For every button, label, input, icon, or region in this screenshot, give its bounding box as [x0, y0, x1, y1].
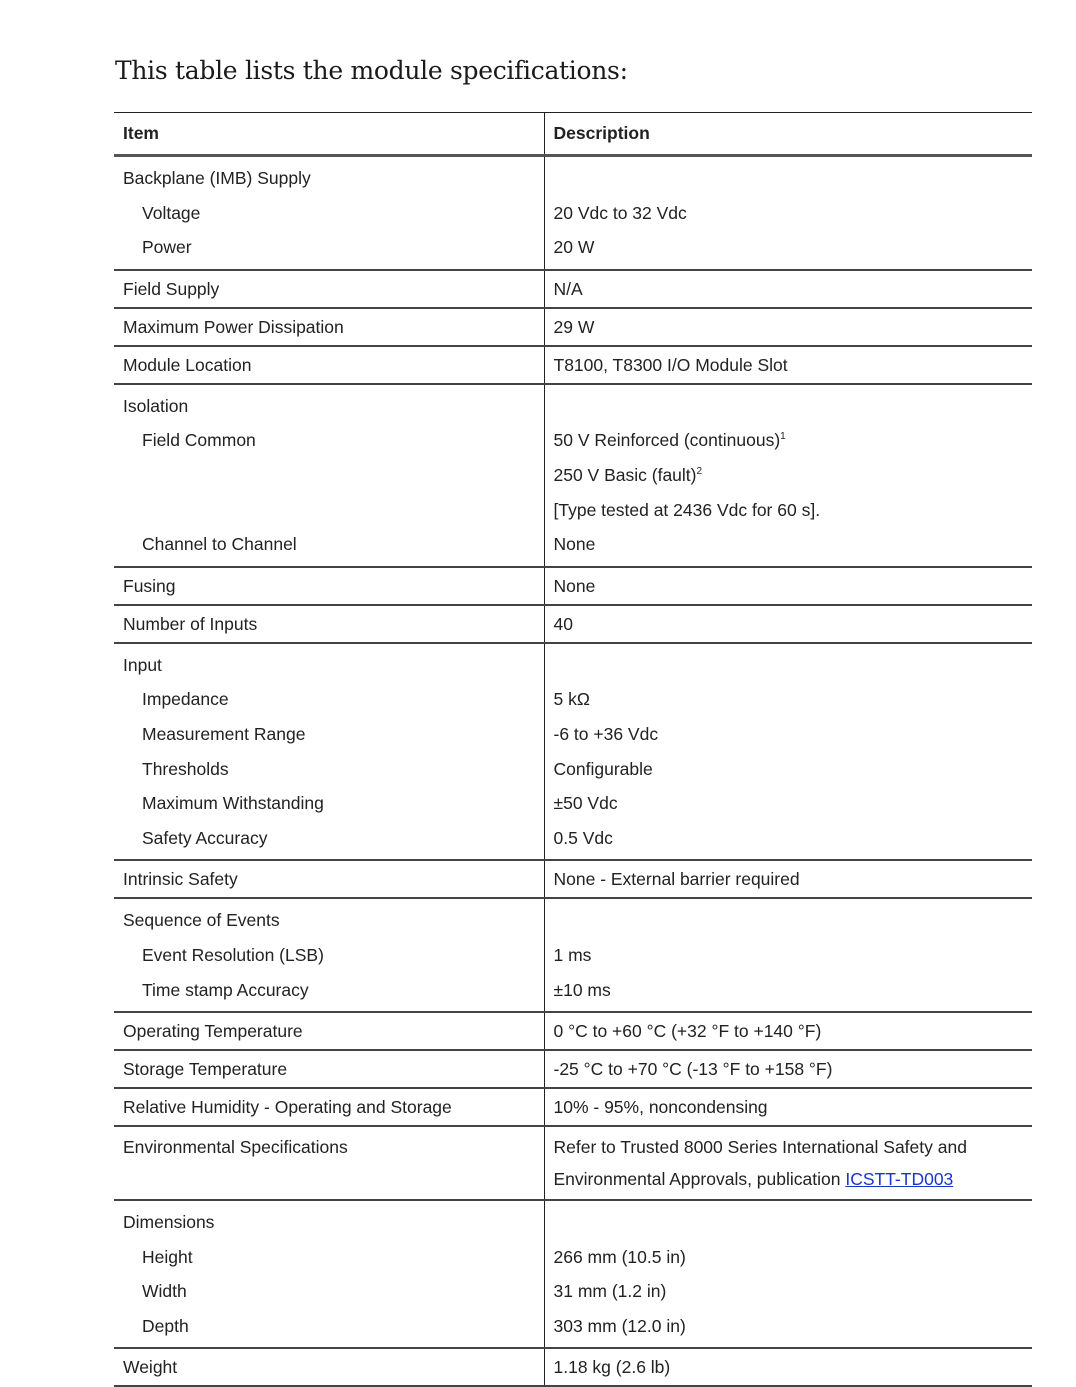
description-line	[554, 903, 1024, 938]
description-text: T8100, T8300 I/O Module Slot	[553, 354, 788, 375]
table-row	[114, 346, 1032, 384]
item-cell	[114, 1088, 544, 1126]
specifications-table	[114, 112, 1032, 1387]
description-line	[554, 313, 1024, 341]
footnote-marker: 1	[780, 431, 786, 443]
description-line	[554, 973, 1024, 1008]
table-row	[114, 643, 1032, 861]
table-row	[114, 1050, 1032, 1088]
description-text: 31 mm (1.2 in)	[553, 1281, 667, 1302]
description-cell	[544, 1012, 1032, 1050]
item-cell	[114, 384, 544, 567]
table-row	[114, 1348, 1032, 1386]
description-line	[554, 389, 1024, 424]
footnote-marker: 2	[696, 466, 703, 478]
description-line	[554, 1055, 1024, 1083]
item-subline: Maximum Withstanding	[142, 793, 324, 814]
description-line	[554, 682, 1024, 717]
description-text: -25 °C to +70 °C (-13 °F to +158 °F)	[553, 1059, 833, 1080]
description-text: N/A	[553, 278, 583, 299]
description-cell	[544, 308, 1032, 346]
description-line	[554, 1163, 1024, 1195]
description-line	[554, 1131, 1024, 1163]
description-cell	[544, 567, 1032, 605]
description-cell	[544, 1088, 1032, 1126]
description-cell	[544, 605, 1032, 643]
description-text: 10% - 95%, noncondensing	[553, 1097, 768, 1118]
description-line	[554, 610, 1024, 638]
item-cell	[114, 308, 544, 346]
item-label: Intrinsic Safety	[123, 869, 238, 890]
description-line	[554, 572, 1024, 600]
item-subline: Height	[142, 1246, 193, 1267]
description-line	[554, 527, 1024, 562]
description-cell	[544, 1126, 1032, 1200]
item-label: Fusing	[123, 575, 176, 596]
description-line	[554, 423, 1024, 458]
table-header-row	[114, 113, 1032, 156]
table-row	[114, 156, 1032, 270]
item-cell	[114, 567, 544, 605]
table-row	[114, 567, 1032, 605]
description-text: -6 to +36 Vdc	[553, 723, 659, 744]
description-line	[554, 351, 1024, 379]
description-text: Refer to Trusted 8000 Series International Safety and	[553, 1137, 967, 1158]
item-label: Number of Inputs	[123, 613, 258, 634]
item-label: Sequence of Events	[123, 910, 280, 931]
item-cell	[114, 156, 544, 270]
description-text: 1.18 kg (2.6 lb)	[553, 1357, 671, 1378]
item-label: Operating Temperature	[123, 1021, 303, 1042]
description-line	[554, 493, 1024, 528]
item-label: Relative Humidity - Operating and Storage	[123, 1097, 452, 1118]
description-line	[554, 865, 1024, 893]
description-text: 40	[553, 613, 573, 634]
description-line	[554, 161, 1024, 196]
item-label: Module Location	[123, 354, 252, 375]
table-body	[114, 156, 1032, 1387]
item-cell	[114, 1012, 544, 1050]
description-line	[554, 1017, 1024, 1045]
description-line	[554, 938, 1024, 973]
description-cell	[544, 156, 1032, 270]
description-text: 266 mm (10.5 in)	[553, 1246, 686, 1267]
item-subline: Safety Accuracy	[142, 827, 268, 848]
description-line	[554, 275, 1024, 303]
description-text: None	[553, 575, 596, 596]
description-line	[554, 1309, 1024, 1344]
item-cell	[114, 346, 544, 384]
description-line	[554, 752, 1024, 787]
description-text: 50 V Reinforced (continuous)	[553, 430, 781, 451]
item-spacer	[123, 1163, 535, 1195]
table-row	[114, 308, 1032, 346]
table-row	[114, 605, 1032, 643]
item-label	[123, 493, 535, 528]
description-cell	[544, 643, 1032, 861]
table-row	[114, 270, 1032, 308]
description-line	[554, 1205, 1024, 1240]
description-line	[554, 821, 1024, 856]
description-text: 250 V Basic (fault)	[553, 464, 697, 485]
item-cell	[114, 898, 544, 1012]
item-label: Field Supply	[123, 278, 220, 299]
table-row	[114, 1088, 1032, 1126]
description-text: 1 ms	[553, 944, 592, 965]
item-subline: Voltage	[142, 202, 201, 223]
item-cell	[114, 643, 544, 861]
item-label: Backplane (IMB) Supply	[123, 168, 311, 188]
item-label: Storage Temperature	[123, 1059, 288, 1080]
item-label: Maximum Power Dissipation	[123, 316, 344, 337]
table-row	[114, 898, 1032, 1012]
description-cell	[544, 346, 1032, 384]
description-text: Environmental Approvals, publication	[553, 1169, 846, 1190]
item-cell	[114, 270, 544, 308]
description-cell	[544, 1348, 1032, 1386]
table-row	[114, 860, 1032, 898]
item-label: Dimensions	[123, 1212, 215, 1233]
item-cell	[114, 1126, 544, 1200]
item-subline: Depth	[142, 1315, 189, 1336]
description-line	[554, 1353, 1024, 1381]
item-cell	[114, 605, 544, 643]
item-subline: Power	[142, 237, 192, 258]
table-row	[114, 384, 1032, 567]
description-cell	[544, 270, 1032, 308]
description-text: ±10 ms	[553, 979, 611, 1000]
item-label: Environmental Specifications	[123, 1137, 348, 1158]
description-text: 0.5 Vdc	[553, 827, 613, 848]
description-cell	[544, 1050, 1032, 1088]
table-row	[114, 1012, 1032, 1050]
item-subline: Thresholds	[142, 758, 229, 779]
description-text: 20 Vdc to 32 Vdc	[553, 202, 687, 223]
table-row	[114, 1200, 1032, 1348]
description-line	[554, 230, 1024, 265]
description-text: 29 W	[553, 316, 595, 337]
description-cell	[544, 1200, 1032, 1348]
item-label: Isolation	[123, 395, 189, 416]
description-line	[554, 1240, 1024, 1275]
item-subline: Channel to Channel	[142, 534, 297, 555]
item-label: Input	[123, 654, 162, 675]
description-text: None	[553, 534, 596, 555]
description-text: ±50 Vdc	[553, 793, 618, 814]
item-subline: Width	[142, 1281, 187, 1302]
item-label: Weight	[123, 1357, 178, 1378]
description-line	[554, 786, 1024, 821]
publication-link[interactable]: ICSTT-TD003	[845, 1169, 954, 1190]
item-cell	[114, 1200, 544, 1348]
description-text: 0 °C to +60 °C (+32 °F to +140 °F)	[553, 1021, 822, 1042]
item-subline: Field Common	[142, 430, 256, 451]
description-cell	[544, 898, 1032, 1012]
item-subline: Impedance	[142, 689, 229, 710]
description-line	[554, 717, 1024, 752]
description-text: 20 W	[553, 237, 595, 258]
description-line	[554, 1274, 1024, 1309]
table-row	[114, 1126, 1032, 1200]
description-line	[554, 1093, 1024, 1121]
item-cell	[114, 1348, 544, 1386]
header-item: Item	[114, 113, 544, 156]
description-text: [Type tested at 2436 Vdc for 60 s].	[553, 499, 821, 520]
description-cell	[544, 860, 1032, 898]
description-text: Configurable	[553, 758, 653, 779]
description-line	[554, 458, 1024, 493]
description-text: None - External barrier required	[553, 869, 800, 890]
header-description: Description	[544, 113, 1032, 156]
description-line	[554, 648, 1024, 683]
intro-text: This table lists the module specifications:	[115, 56, 628, 85]
description-cell	[544, 384, 1032, 567]
description-line	[554, 196, 1024, 231]
item-subline: Event Resolution (LSB)	[142, 944, 324, 965]
item-cell	[114, 860, 544, 898]
description-text: 5 kΩ	[553, 689, 590, 710]
item-subline: Measurement Range	[142, 723, 306, 744]
item-cell	[114, 1050, 544, 1088]
item-label	[123, 458, 535, 493]
description-text: 303 mm (12.0 in)	[553, 1315, 686, 1336]
item-subline: Time stamp Accuracy	[142, 979, 309, 1000]
